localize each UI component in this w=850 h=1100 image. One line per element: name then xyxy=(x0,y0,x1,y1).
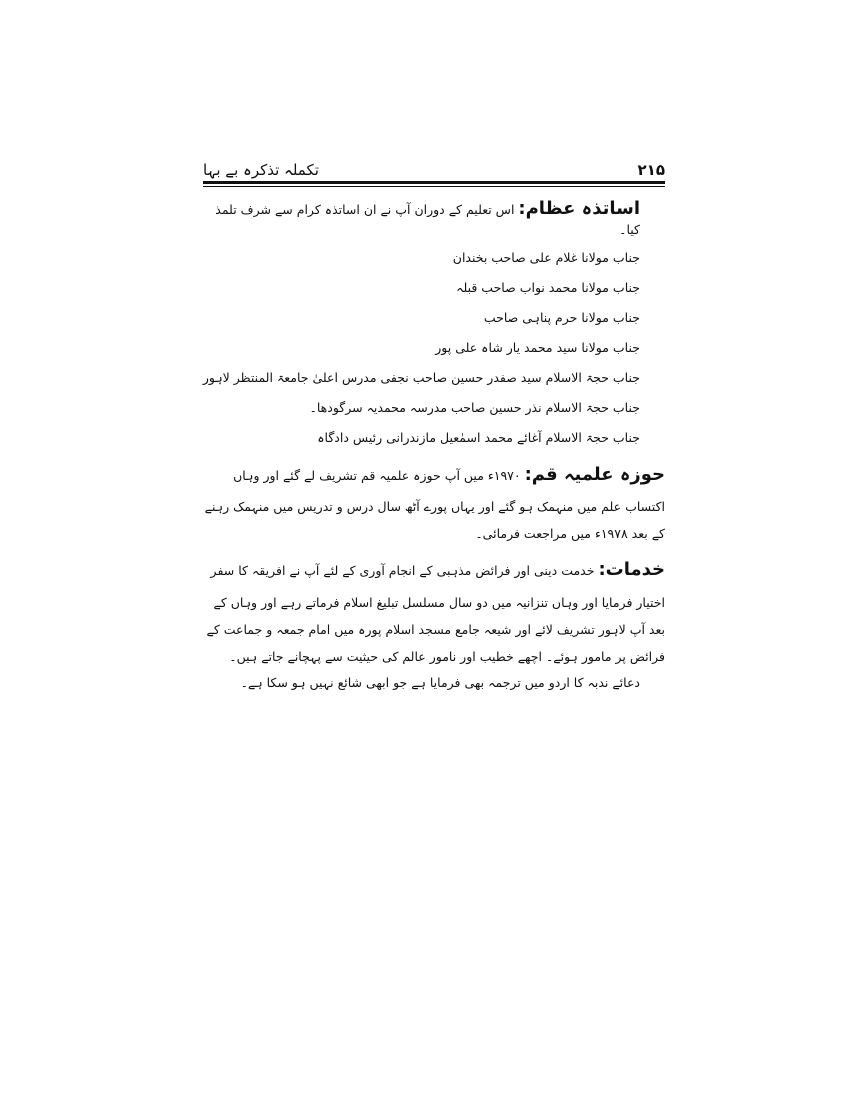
header-rule-thick xyxy=(203,181,665,184)
teacher-item: جناب حجۃ الاسلام آغائے محمد اسمٰعیل مازندرانی رئیس دادگاہ xyxy=(317,429,640,445)
teachers-intro-paragraph xyxy=(203,196,640,239)
services-heading: خدمات: xyxy=(598,559,665,581)
teacher-item: جناب حجۃ الاسلام سید صفدر حسین صاحب نجفی مدرس اعلیٰ جامعۃ المنتظر لاہور xyxy=(202,369,640,385)
hawza-text: ۱۹۷۰ء میں آپ حوزہ علمیہ قم تشریف لے گئے اور وہاں اکتساب علم میں منہمک ہو گئے اور یہاں پورے آٹھ سال درس و تدریس میں منہمک رہنے کے بعد ۱۹۷۸ء میں مراجعت فرمائی۔ xyxy=(204,467,665,542)
closing-paragraph: دعائے ندبہ کا اردو میں ترجمہ بھی فرمایا ہے جو ابھی شائع نہیں ہو سکا ہے۔ xyxy=(240,675,640,691)
teacher-item: جناب مولانا محمد نواب صاحب قبلہ xyxy=(456,279,640,295)
header-rule-thin xyxy=(203,186,665,187)
hawza-paragraph xyxy=(203,456,665,548)
book-title: تکملہ تذکرہ بے بہا xyxy=(203,161,319,179)
page-number: ۲۱۵ xyxy=(637,161,665,179)
teacher-item: جناب مولانا سید محمد یار شاہ علی پور xyxy=(435,339,640,355)
hawza-heading: حوزہ علمیہ قم: xyxy=(524,463,665,485)
teachers-heading: اساتذہ عظام: xyxy=(518,198,640,219)
teacher-item: جناب مولانا غلام علی صاحب بخندان xyxy=(452,249,640,265)
teacher-item: جناب حجۃ الاسلام نذر حسین صاحب مدرسہ محمدیہ سرگودھا۔ xyxy=(309,399,640,415)
services-text: خدمت دینی اور فرائض مذہبی کے انجام آوری کے لئے آپ نے افریقہ کا سفر اختیار فرمایا اور وہاں تنزانیہ میں دو سال مسلسل تبلیغ اسلام فرماتے رہے اور وہاں کے بعد آپ لاہور تشریف لائے اور شیعہ جامع مسجد اسلام پورہ میں امام جمعہ و جماعت کے فرائض پر مامور ہوئے۔ اچھے خطیب اور نامور عالم کی حیثیت سے پہچانے جاتے ہیں۔ xyxy=(206,563,665,664)
page-body xyxy=(203,196,665,692)
services-paragraph xyxy=(203,551,665,670)
teacher-item: جناب مولانا حرم پناہی صاحب xyxy=(483,309,640,325)
teachers-intro-text: اس تعلیم کے دوران آپ نے ان اساتذہ کرام سے شرف تلمذ کیا۔ xyxy=(215,202,640,238)
